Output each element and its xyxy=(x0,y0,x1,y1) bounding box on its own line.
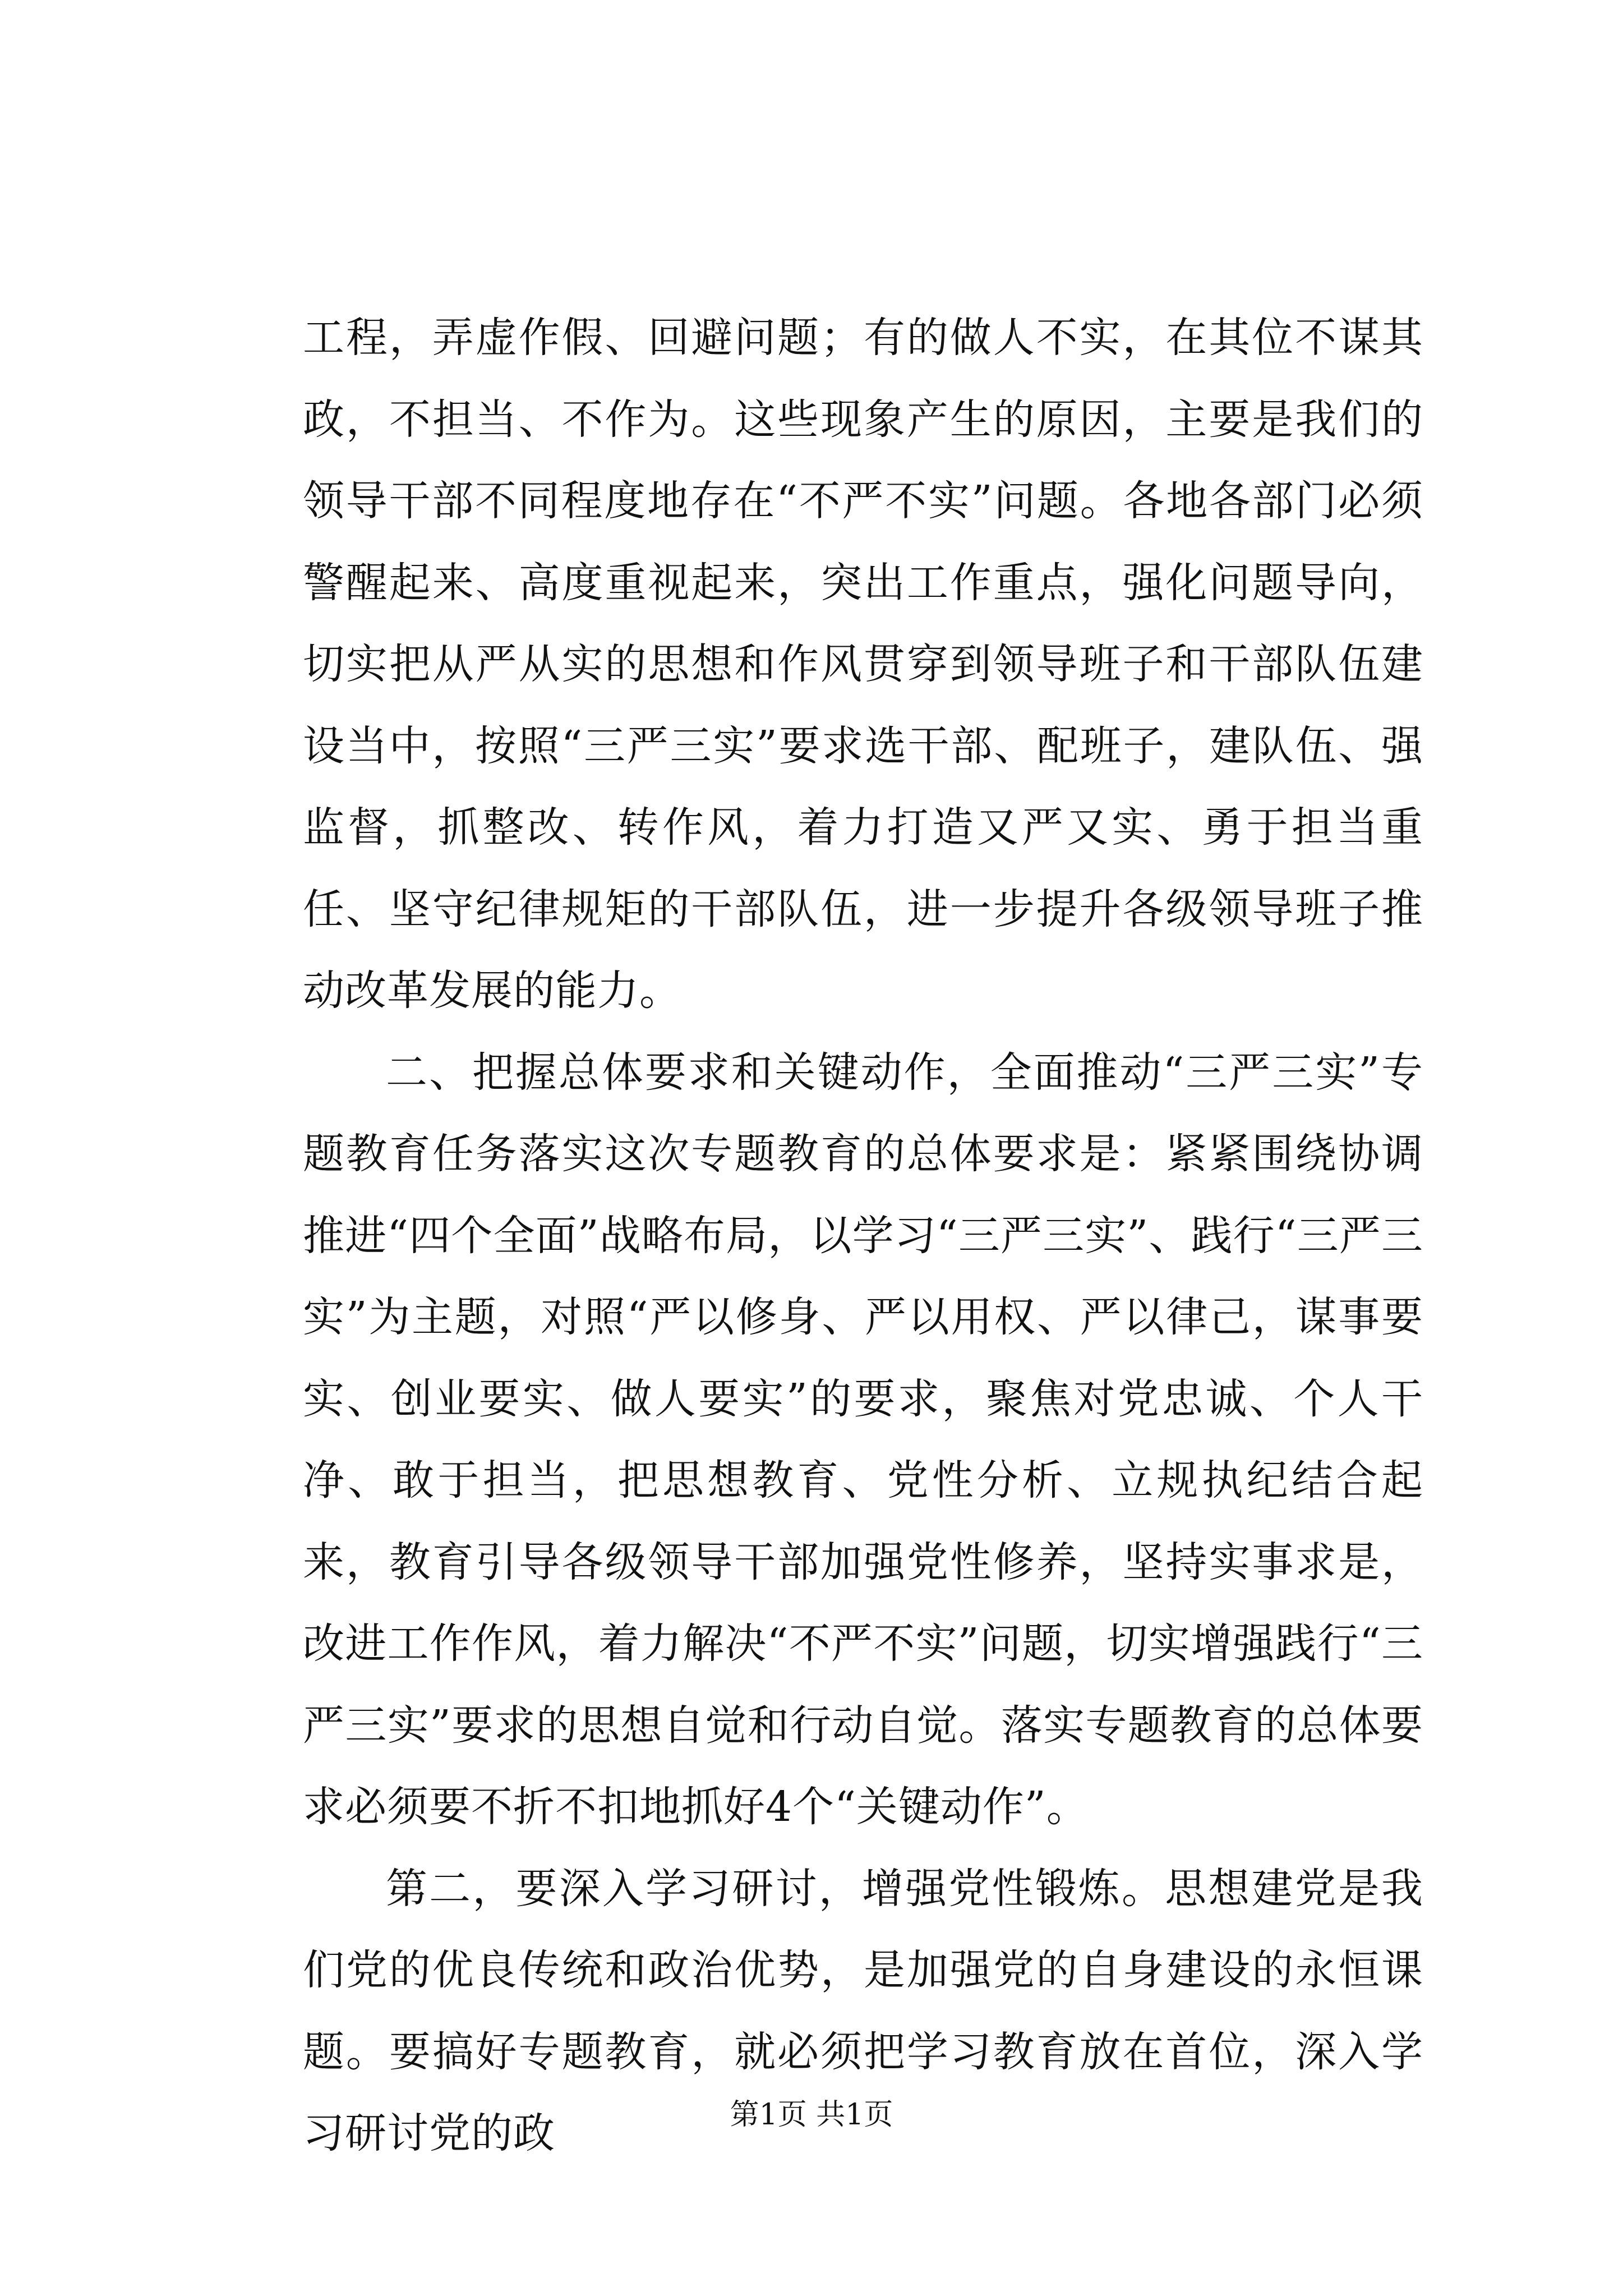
paragraph-continuation: 工程，弄虚作假、回避问题；有的做人不实，在其位不谋其政，不担当、不作为。这些现象产生的原因，主要是我们的领导干部不同程度地存在“不严不实”问题。各地各部门必须警醒起来、高度重视起来，突出工作重点，强化问题导向，切实把从严从实的思想和作风贯穿到领导班子和干部队伍建设当中，按照“三严三实”要求选干部、配班子，建队伍、强监督，抓整改、转作风，着力打造又严又实、勇于担当重任、坚守纪律规矩的干部队伍，进一步提升各级领导班子推动改革发展的能力。 xyxy=(303,314,1423,1015)
paragraph-second-point: 第二，要深入学习研讨，增强党性锻炼。思想建党是我们党的优良传统和政治优势，是加强党的自身建设的永恒课题。要搞好专题教育，就必须把学习教育放在首位，深入学习研讨党的政 xyxy=(303,1864,1423,2157)
document-body xyxy=(303,297,1423,2175)
paragraph-section-two: 二、把握总体要求和关键动作，全面推动“三严三实”专题教育任务落实这次专题教育的总体要求是：紧紧围绕协调推进“四个全面”战略布局，以学习“三严三实”、践行“三严三实”为主题，对照“严以修身、严以用权、严以律己，谋事要实、创业要实、做人要实”的要求，聚焦对党忠诚、个人干净、敢于担当，把思想教育、党性分析、立规执纪结合起来，教育引导各级领导干部加强党性修养，坚持实事求是，改进工作作风，着力解决“不严不实”问题，切实增强践行“三严三实”要求的思想自觉和行动自觉。落实专题教育的总体要求必须要不折不扣地抓好4个“关键动作”。 xyxy=(303,1048,1423,1831)
page-number-footer: 第1页 共1页 xyxy=(730,2098,893,2132)
